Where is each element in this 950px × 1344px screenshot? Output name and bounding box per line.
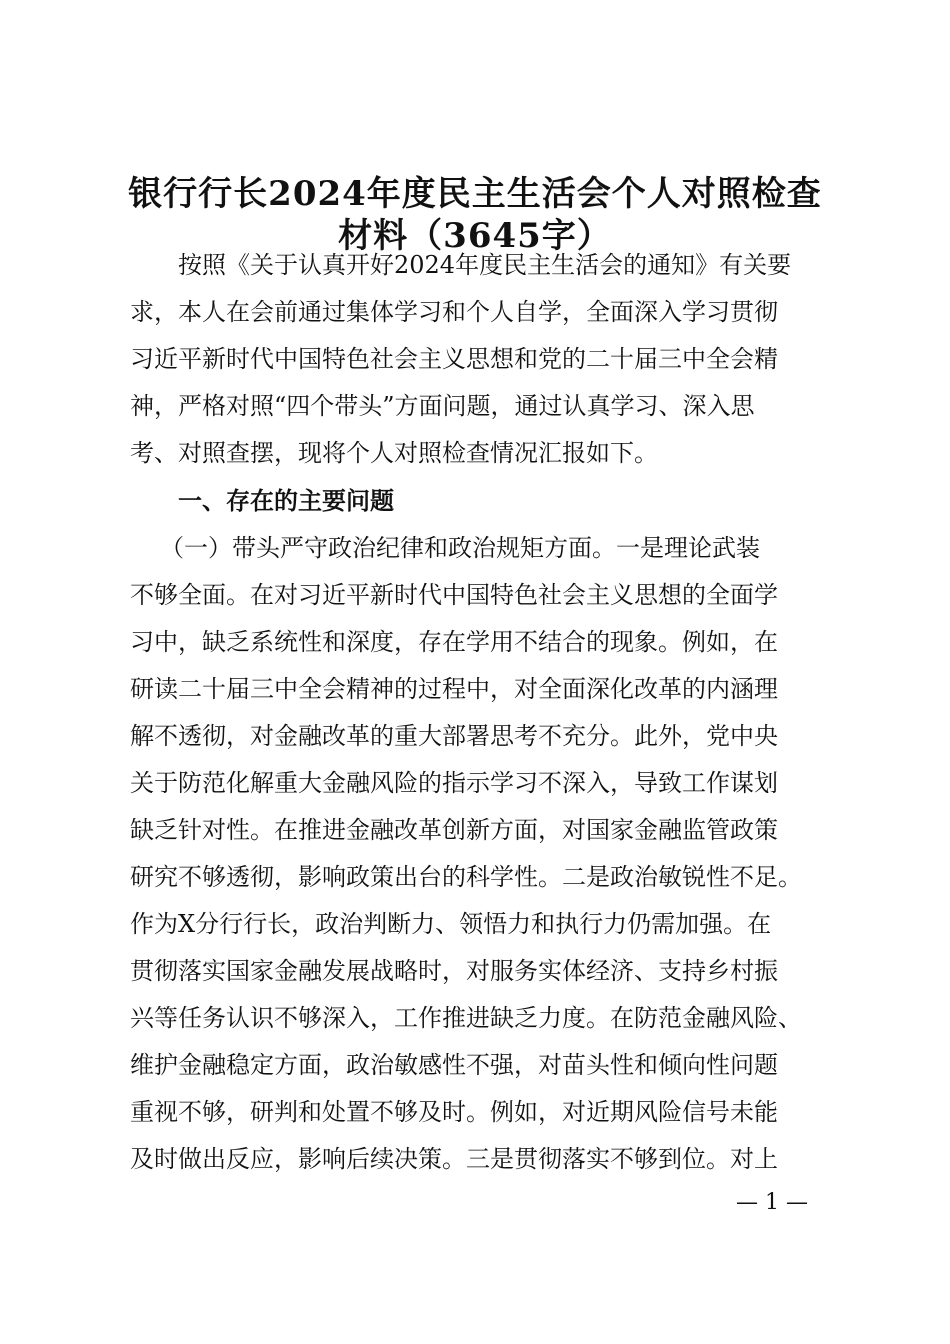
- section-line-3: 习中，缺乏系统性和深度，存在学用不结合的现象。例如，在: [130, 628, 778, 656]
- intro-line-4: 神，严格对照“四个带头”方面问题，通过认真学习、深入思: [130, 392, 755, 420]
- section-line-7: 缺乏针对性。在推进金融改革创新方面，对国家金融监管政策: [130, 816, 778, 844]
- intro-line-2: 求，本人在会前通过集体学习和个人自学，全面深入学习贯彻: [130, 298, 778, 326]
- section-line-8: 研究不够透彻，影响政策出台的科学性。二是政治敏锐性不足。: [130, 863, 802, 891]
- section-heading: 一、存在的主要问题: [178, 487, 394, 515]
- intro-line-3: 习近平新时代中国特色社会主义思想和党的二十届三中全会精: [130, 345, 778, 373]
- section-line-9: 作为X分行行长，政治判断力、领悟力和执行力仍需加强。在: [130, 910, 772, 938]
- section-line-2: 不够全面。在对习近平新时代中国特色社会主义思想的全面学: [130, 581, 778, 609]
- section-line-5: 解不透彻，对金融改革的重大部署思考不充分。此外，党中央: [130, 722, 778, 750]
- section-line-10: 贯彻落实国家金融发展战略时，对服务实体经济、支持乡村振: [130, 957, 778, 985]
- document-title-line-2: 材料（3645字）: [338, 216, 612, 256]
- section-line-13: 重视不够，研判和处置不够及时。例如，对近期风险信号未能: [130, 1098, 778, 1126]
- section-line-6: 关于防范化解重大金融风险的指示学习不深入，导致工作谋划: [130, 769, 778, 797]
- intro-line-5: 考、对照查摆，现将个人对照检查情况汇报如下。: [130, 439, 658, 467]
- section-line-4: 研读二十届三中全会精神的过程中，对全面深化改革的内涵理: [130, 675, 778, 703]
- section-line-1: （一）带头严守政治纪律和政治规矩方面。一是理论武装: [160, 534, 760, 562]
- page-number: — 1 —: [736, 1190, 808, 1215]
- intro-line-1: 按照《关于认真开好2024年度民主生活会的通知》有关要: [178, 251, 792, 279]
- section-line-14: 及时做出反应，影响后续决策。三是贯彻落实不够到位。对上: [130, 1145, 778, 1173]
- section-line-12: 维护金融稳定方面，政治敏感性不强，对苗头性和倾向性问题: [130, 1051, 778, 1079]
- section-line-11: 兴等任务认识不够深入，工作推进缺乏力度。在防范金融风险、: [130, 1004, 802, 1032]
- document-title-line-1: 银行行长2024年度民主生活会个人对照检查: [128, 174, 822, 214]
